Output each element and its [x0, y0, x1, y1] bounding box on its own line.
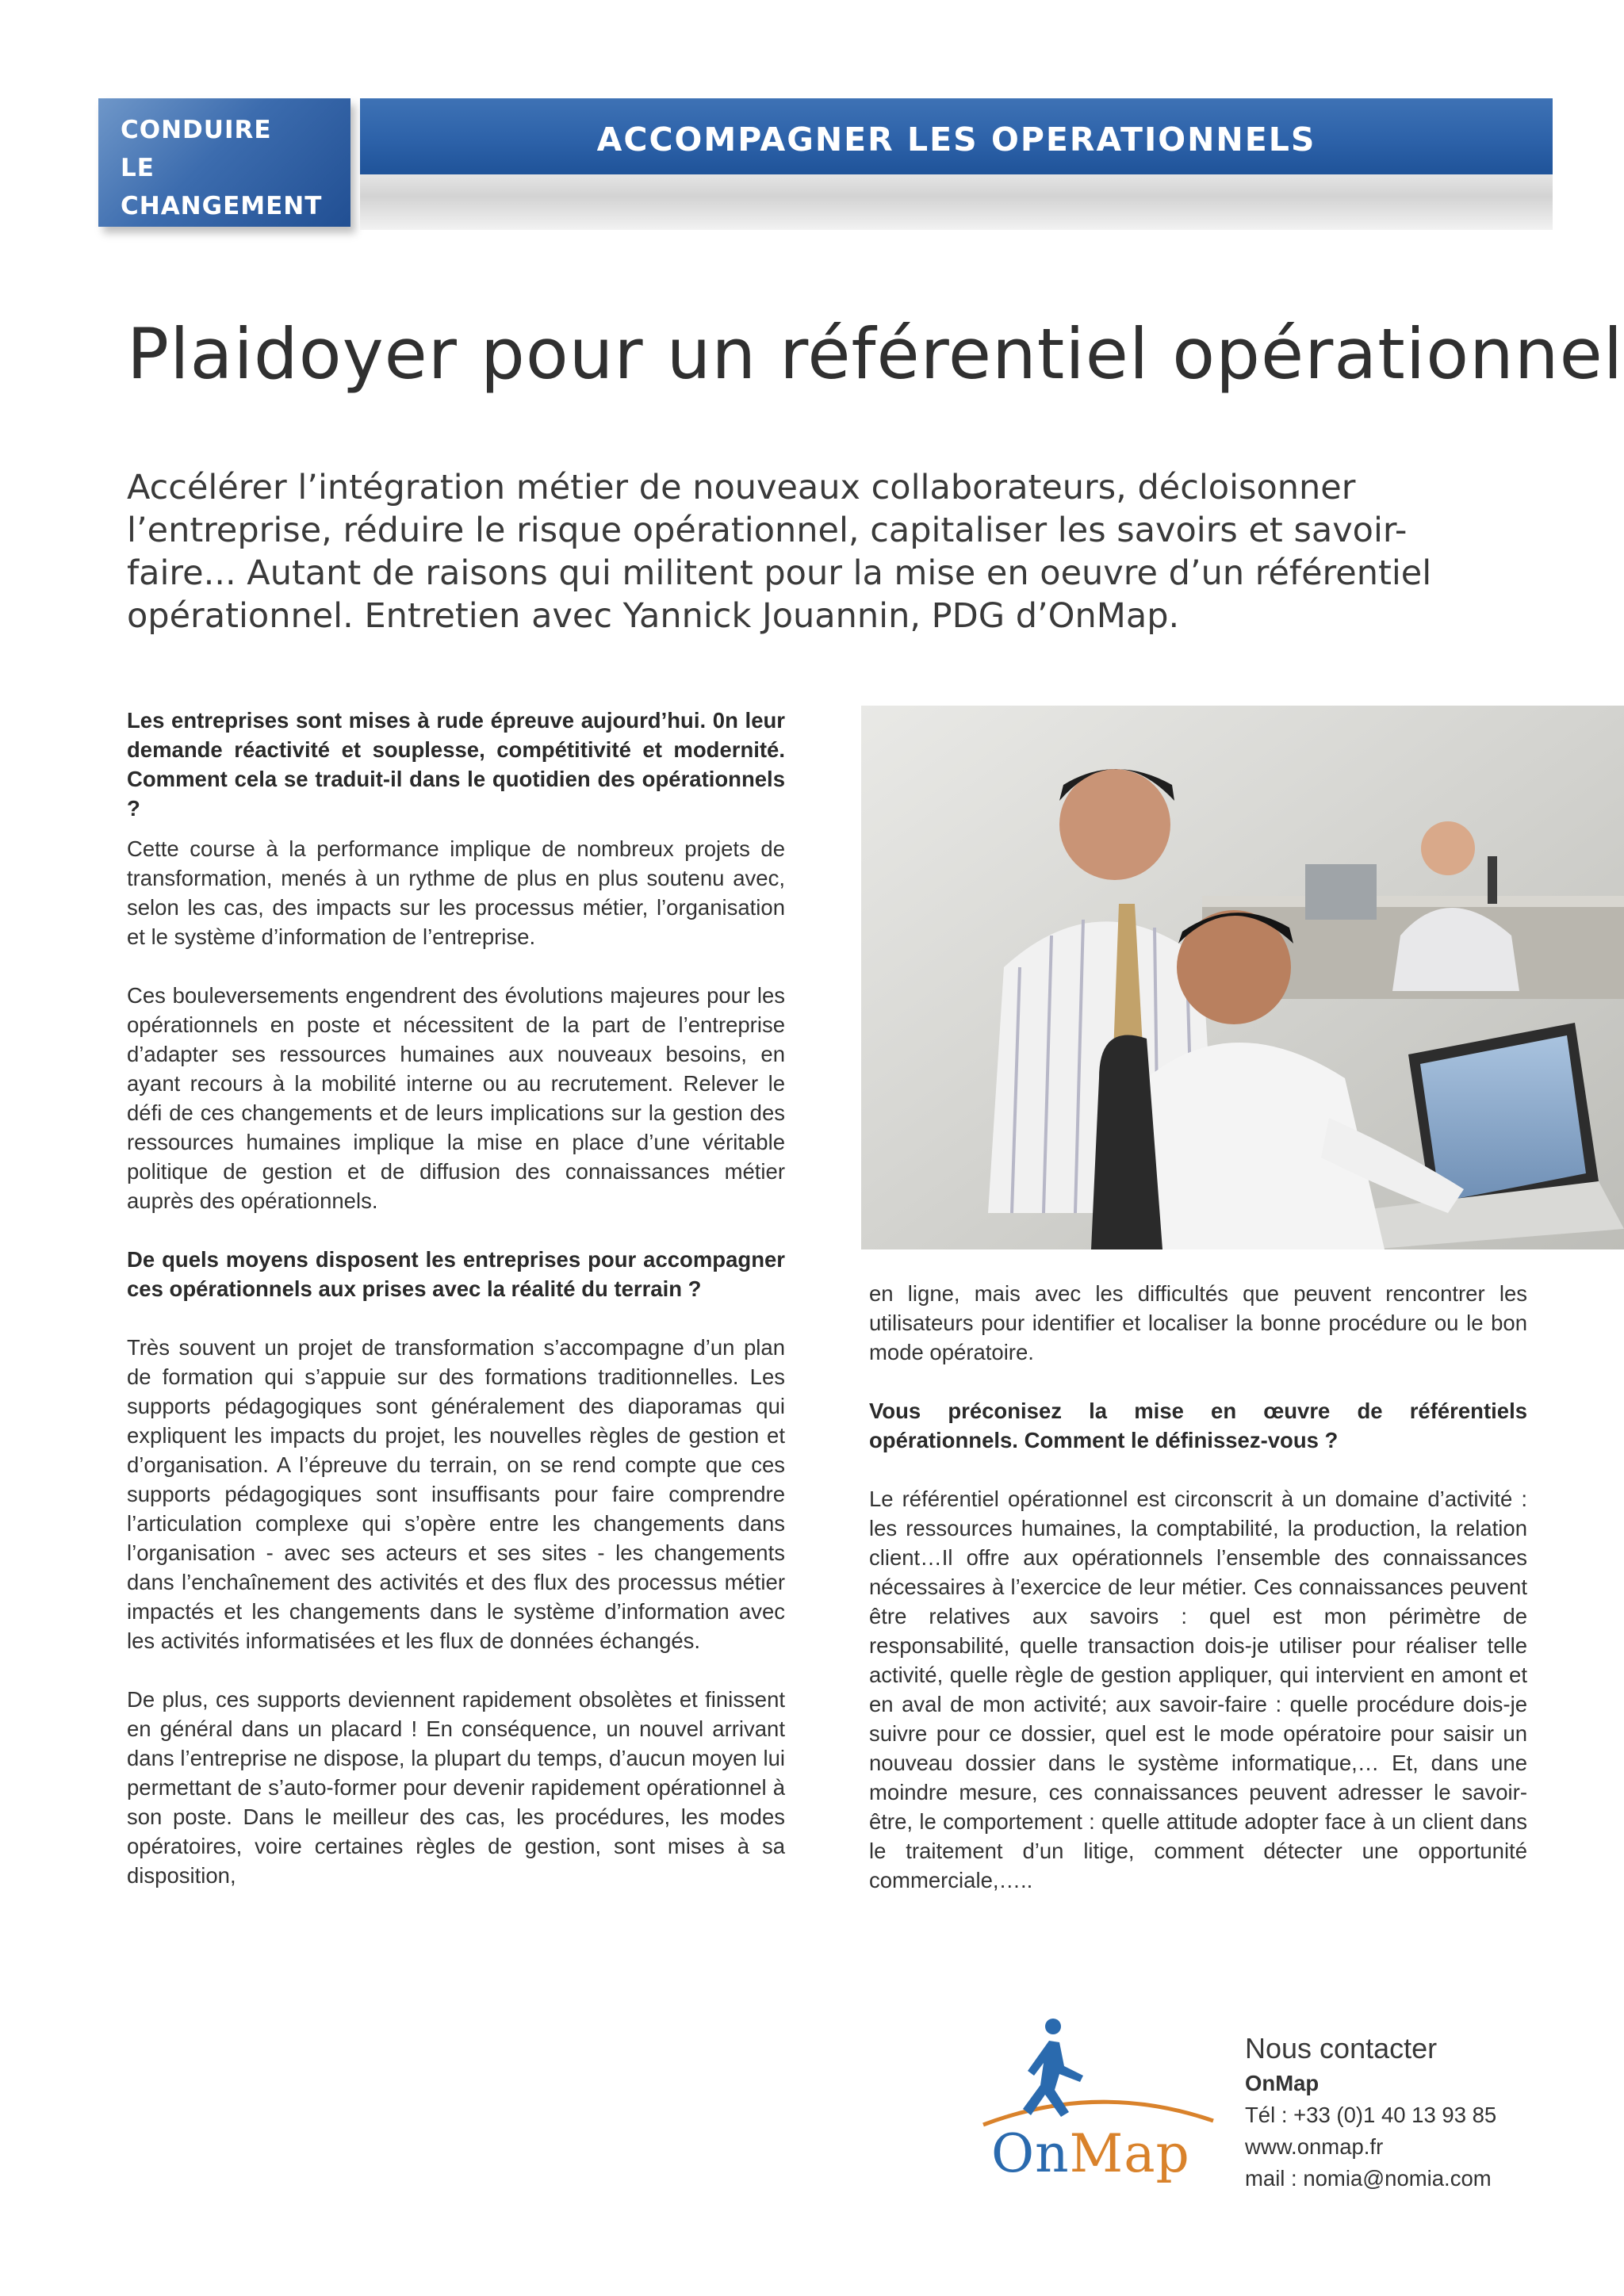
paragraph-2: Ces bouleversements engendrent des évolutions majeures pour les opérationnels en poste et nécessitent de la part de l’entreprise d’adapter ses ressources humaines aux nouveaux besoins, en ayant recours à la mobilité interne ou au recrutement. Relever le défi de ces changements et de leurs implications sur la gestion des ressources humaines implique la mise en place d’une véritable politique de gestion et de diffusion des connaissances métier auprès des opérationnels.: [127, 983, 785, 1213]
question-1: Les entreprises sont mises à rude épreuve aujourd’hui. 0n leur demande réactivité et souplesse, compétitivité et modernité. Comment cela se traduit-il dans le quotidien des opérationnels ?: [127, 708, 785, 821]
contact-company: OnMap: [1245, 2071, 1320, 2095]
contact-phone: Tél : +33 (0)1 40 13 93 85: [1245, 2103, 1497, 2127]
office-photo: [861, 706, 1624, 1249]
page-title: Plaidoyer pour un référentiel opérationnel: [127, 313, 1624, 395]
section-badge: [98, 98, 350, 227]
contact-heading: Nous contacter: [1245, 2032, 1438, 2064]
left-column: [127, 706, 785, 1919]
logo-map: Map: [1069, 2123, 1190, 2184]
banner-shadow: [360, 174, 1553, 230]
office-photo-illustration: [861, 706, 1624, 1249]
paragraph-4: De plus, ces supports deviennent rapidement obsolètes et finissent en général dans un placard ! En conséquence, un nouvel arrivant dans l’entreprise ne dispose, la plupart du temps, d’aucun moyen lui permettant de s’auto-former pour devenir rapidement opérationnel à son poste. Dans le meilleur des cas, les procédures, les modes opératoires, voire certaines règles de gestion, sont mises à sa disposition,: [127, 1687, 785, 1888]
badge-line-3: CHANGEMENT: [121, 192, 323, 220]
right-column: [869, 1279, 1527, 1924]
question-3: Vous préconisez la mise en œuvre de référentiels opérationnels. Comment le définissez-vous ?: [869, 1399, 1527, 1452]
intro-paragraph: Accélérer l’intégration métier de nouveaux collaborateurs, décloisonner l’entreprise, réduire le risque opérationnel, capitaliser les savoirs et savoir-faire... Autant de raisons qui militent pour la mise en oeuvre d’un référentiel opérationnel. Entretien avec Yannick Jouannin, PDG d’OnMap.: [127, 468, 1432, 636]
contact-mail: mail : nomia@nomia.com: [1245, 2166, 1492, 2191]
paragraph-5: en ligne, mais avec les difficultés que peuvent rencontrer les utilisateurs pour identifier et localiser la bonne procédure ou le bon mode opératoire.: [869, 1281, 1527, 1364]
section-banner: ACCOMPAGNER LES OPERATIONNELS: [360, 98, 1553, 174]
logo-on: On: [991, 2123, 1070, 2184]
badge-line-1: CONDUIRE: [121, 116, 272, 144]
onmap-logo: [991, 2123, 1190, 2184]
paragraph-3: Très souvent un projet de transformation s’accompagne d’un plan de formation qui s’appuie sur des formations traditionnelles. Les supports pédagogiques sont généralement des diaporamas qui expliquent les impacts du projet, les nouvelles règles de gestion et d’organisation. A l’épreuve du terrain, on se rend compte que ces supports pédagogiques sont insuffisants pour faire comprendre l’articulation complexe qui s’opère entre les changements dans l’organisation - avec ses acteurs et ses sites - les changements dans l’enchaînement des activités et des flux des processus métier impactés et les changements dans le système d’information avec les activités informatisées et les flux de données échangés.: [127, 1335, 785, 1653]
question-2: De quels moyens disposent les entreprises pour accompagner ces opérationnels aux prises avec la réalité du terrain ?: [127, 1247, 785, 1301]
paragraph-1: Cette course à la performance implique de nombreux projets de transformation, menés à un rythme de plus en plus soutenu avec, selon les cas, des impacts sur les processus métier, l’organisation et le système d’information de l’entreprise.: [127, 836, 785, 949]
badge-line-2: LE: [121, 154, 155, 182]
contact-website: www.onmap.fr: [1245, 2134, 1384, 2159]
contact-block: [1245, 2030, 1496, 2195]
paragraph-6: Le référentiel opérationnel est circonscrit à un domaine d’activité : les ressources humaines, la comptabilité, la production, la relation client…Il offre aux opérationnels l’ensemble des connaissances nécessaires à l’exercice de leur métier. Ces connaissances peuvent être relatives aux savoirs : quel est mon périmètre de responsabilité, quelle transaction dois-je utiliser pour réaliser telle activité, quelle règle de gestion appliquer, qui intervient en amont et en aval de mon activité; aux savoir-faire : quelle procédure dois-je suivre pour ce dossier, quel est le mode opératoire pour saisir un nouveau dossier dans le système informatique,… Et, dans une moindre mesure, ces connaissances peuvent adresser le savoir-être, le comportement : quelle attitude adopter face à un client dans le traitement d’un litige, comment détecter une opportunité commerciale,…..: [869, 1487, 1527, 1892]
